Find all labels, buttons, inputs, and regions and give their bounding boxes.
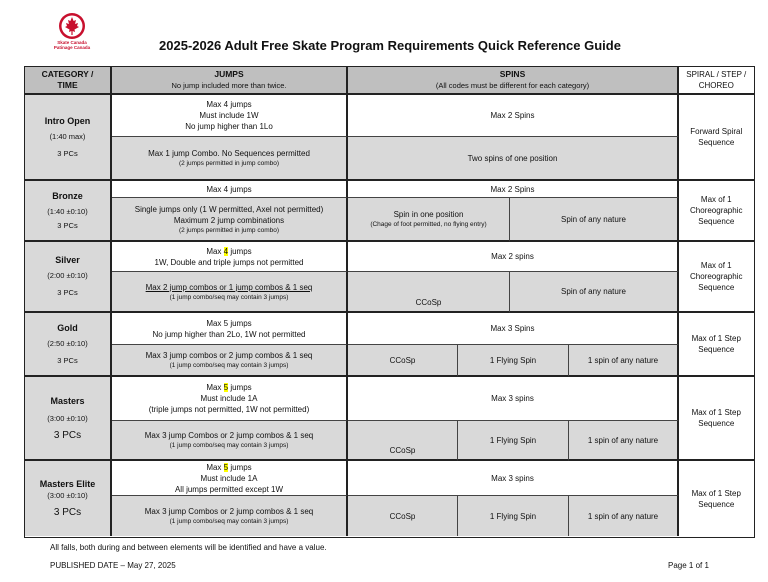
falls-note: All falls, both during and between elements will be identified and have a value. [50, 543, 327, 552]
spin-rule: Max 2 Spins [490, 184, 535, 194]
masters-spins-top [348, 377, 679, 421]
level-name: Masters Elite [39, 479, 96, 489]
jump-max-suffix: jumps [228, 246, 252, 256]
level-name: Gold [57, 322, 78, 333]
silver-spin-b [510, 272, 679, 313]
level-time: (1:40 ±0:10) [47, 206, 88, 216]
jump-rule: No jump higher than 1Lo [185, 122, 273, 131]
spin-rule: Max 3 spins [491, 394, 534, 403]
header-spins [348, 67, 679, 95]
header-spiral [679, 67, 754, 95]
silver-jumps-top [112, 242, 348, 272]
masters-jumps-bottom [112, 421, 348, 461]
spin-requirement: CCoSp [389, 511, 416, 521]
jump-rule: 1W, Double and triple jumps not permitted [154, 257, 304, 267]
jump-combo-note: (1 jump combo/seq may contain 3 jumps) [169, 518, 289, 525]
masters-spin-a [348, 421, 458, 461]
header-time-label: TIME [57, 80, 78, 90]
spin-rule: Max 2 Spins [490, 111, 535, 120]
header-jumps [112, 67, 348, 95]
jump-combo-rule: Max 3 jump Combos or 2 jump combos & 1 seq [144, 431, 314, 440]
masters-spiral [679, 377, 754, 461]
page-title: 2025-2026 Adult Free Skate Program Requirements Quick Reference Guide [159, 38, 621, 53]
gold-spiral [679, 313, 754, 377]
spiral-requirement: Forward Spiral Sequence [690, 127, 743, 147]
silver-spins-top [348, 242, 679, 272]
jump-rule [206, 462, 251, 473]
jump-rule: Single jumps only (1 W permitted, Axel not permitted) [134, 204, 324, 214]
bronze-spins-top [348, 181, 679, 198]
gold-spins-top [348, 313, 679, 345]
masters-jumps-top [112, 377, 348, 421]
logo-org-fr: Patinage Canada [53, 45, 91, 50]
jump-combo-note: (2 jumps permitted in jump combo) [178, 226, 280, 234]
jump-rule: (triple jumps not permitted, 1W not permitted) [148, 405, 310, 414]
header-spins-note: (All codes must be different for each category) [435, 81, 590, 90]
spin-requirement: 1 Flying Spin [489, 511, 537, 521]
jump-count-highlight: 5 [223, 383, 229, 392]
intro-jumps-bottom [112, 137, 348, 181]
level-intro-open [25, 95, 112, 181]
jump-rule: Max 4 jumps [206, 184, 252, 194]
logo-org-en: Skate Canada [57, 40, 87, 45]
header-category-label: CATEGORY / [41, 69, 94, 79]
spin-requirement: 1 spin of any nature [587, 435, 659, 445]
jump-rule [206, 246, 251, 257]
gold-jumps-bottom [112, 345, 348, 377]
spiral-requirement: Max of 1 Step Sequence [691, 334, 741, 354]
level-time: (2:50 ±0:10) [47, 338, 88, 348]
jump-count-highlight: 5 [223, 462, 229, 472]
intro-spiral [679, 95, 754, 181]
spin-rule: Max 2 spins [491, 252, 534, 261]
header-jumps-label: JUMPS [214, 69, 244, 79]
spin-requirement: CCoSp [389, 446, 416, 455]
jump-max-prefix: Max [206, 383, 224, 392]
spin-requirement: 1 spin of any nature [587, 511, 659, 521]
gold-spin-c [569, 345, 679, 377]
level-pcs: 3 PCs [57, 355, 78, 365]
spiral-requirement: Max of 1 Choreographic Sequence [690, 195, 743, 226]
jump-rule: Must include 1A [200, 473, 258, 483]
jump-max-suffix: jumps [228, 462, 252, 472]
bronze-jumps-top [112, 181, 348, 198]
silver-jumps-bottom [112, 272, 348, 313]
spiral-requirement: Max of 1 Choreographic Sequence [690, 261, 743, 292]
intro-jumps-top [112, 95, 348, 137]
jump-max-prefix: Max [206, 246, 224, 256]
spin-requirement: Spin of any nature [561, 287, 626, 296]
published-date: PUBLISHED DATE – May 27, 2025 [50, 561, 176, 570]
spin-requirement: CCoSp [415, 298, 442, 307]
level-name: Intro Open [44, 115, 91, 126]
spin-rule: Max 3 spins [491, 473, 534, 483]
elite-spiral [679, 461, 754, 536]
spin-requirement: CCoSp [389, 355, 416, 365]
jump-rule: All jumps permitted except 1W [174, 484, 284, 494]
jump-combo-rule: Max 1 jump Combo. No Sequences permitted [148, 149, 310, 158]
jump-rule [206, 382, 251, 393]
spin-note: (Chage of foot permitted, no flying entry) [370, 221, 487, 228]
spiral-requirement: Max of 1 Step Sequence [691, 408, 741, 428]
level-pcs: 3 PCs [53, 507, 82, 518]
jump-combo-note: (2 jumps permitted in jump combo) [178, 160, 280, 167]
level-pcs: 3 PCs [57, 148, 78, 158]
level-gold [25, 313, 112, 377]
level-pcs: 3 PCs [57, 220, 78, 230]
bronze-spiral [679, 181, 754, 242]
elite-spin-a [348, 496, 458, 536]
level-bronze [25, 181, 112, 242]
level-name: Silver [55, 255, 80, 265]
skate-canada-logo [50, 12, 94, 52]
bronze-jumps-bottom [112, 198, 348, 242]
requirements-table [24, 66, 755, 538]
level-masters [25, 377, 112, 461]
level-time: (1:40 max) [49, 131, 86, 141]
gold-spin-b [458, 345, 569, 377]
level-time: (3:00 ±0:10) [47, 491, 88, 500]
header-spiral-label: SPIRAL / STEP / [686, 70, 747, 79]
jump-rule: No jump higher than 2Lo, 1W not permitted [152, 329, 306, 339]
jump-combo-rule: Max 3 jump combos or 2 jump combos & 1 seq [145, 351, 313, 360]
jump-rule: Max 5 jumps [206, 318, 252, 328]
spiral-requirement: Max of 1 Step Sequence [691, 488, 741, 509]
level-time: (2:00 ±0:10) [47, 271, 88, 280]
intro-spins-top [348, 95, 679, 137]
elite-spin-b [458, 496, 569, 536]
spin-requirement: Two spins of one position [467, 153, 558, 163]
jump-rule: Must include 1W [199, 111, 259, 120]
spin-requirement: Spin of any nature [561, 214, 626, 224]
jump-combo-note: (1 jump combo/seq may contain 3 jumps) [169, 362, 289, 369]
jump-combo-note: (1 jump combo/seq may contain 3 jumps) [169, 293, 289, 301]
spin-requirement: Spin in one position [393, 210, 464, 219]
level-name: Bronze [52, 190, 83, 201]
bronze-spin-b [510, 198, 679, 242]
level-pcs: 3 PCs [53, 429, 82, 441]
maple-leaf-icon [58, 12, 86, 40]
spin-requirement: 1 Flying Spin [489, 355, 537, 365]
elite-jumps-bottom [112, 496, 348, 536]
jump-combo-rule: Maximum 2 jump combinations [173, 215, 285, 225]
jump-rule: Must include 1A [200, 394, 258, 403]
level-masters-elite [25, 461, 112, 536]
jump-combo-rule: Max 3 jump Combos or 2 jump combos & 1 seq [144, 507, 314, 516]
level-pcs: 3 PCs [57, 288, 78, 297]
bronze-spin-a [348, 198, 510, 242]
elite-jumps-top [112, 461, 348, 496]
intro-spins-bottom [348, 137, 679, 181]
level-time: (3:00 ±0:10) [47, 413, 88, 423]
jump-count-highlight: 4 [223, 246, 229, 256]
masters-spin-b [458, 421, 569, 461]
spin-requirement: 1 spin of any nature [587, 355, 659, 365]
header-category [25, 67, 112, 95]
header-jumps-note: No jump included more than twice. [171, 81, 287, 90]
level-silver [25, 242, 112, 313]
silver-spin-a [348, 272, 510, 313]
jump-combo-rule: Max 2 jump combos or 1 jump combos & 1 seq [145, 282, 313, 292]
masters-spin-c [569, 421, 679, 461]
elite-spin-c [569, 496, 679, 536]
spin-rule: Max 3 Spins [490, 324, 535, 333]
spin-requirement: 1 Flying Spin [489, 435, 537, 445]
header-spins-label: SPINS [499, 69, 526, 79]
header-choreo-label: CHOREO [698, 81, 734, 90]
jump-max-suffix: jumps [228, 383, 252, 392]
gold-jumps-top [112, 313, 348, 345]
gold-spin-a [348, 345, 458, 377]
jump-rule: Max 4 jumps [206, 100, 252, 109]
jump-max-prefix: Max [206, 462, 224, 472]
silver-spiral [679, 242, 754, 313]
level-name: Masters [50, 395, 85, 406]
jump-combo-note: (1 jump combo/seq may contain 3 jumps) [169, 442, 289, 449]
page-number: Page 1 of 1 [668, 561, 709, 570]
elite-spins-top [348, 461, 679, 496]
